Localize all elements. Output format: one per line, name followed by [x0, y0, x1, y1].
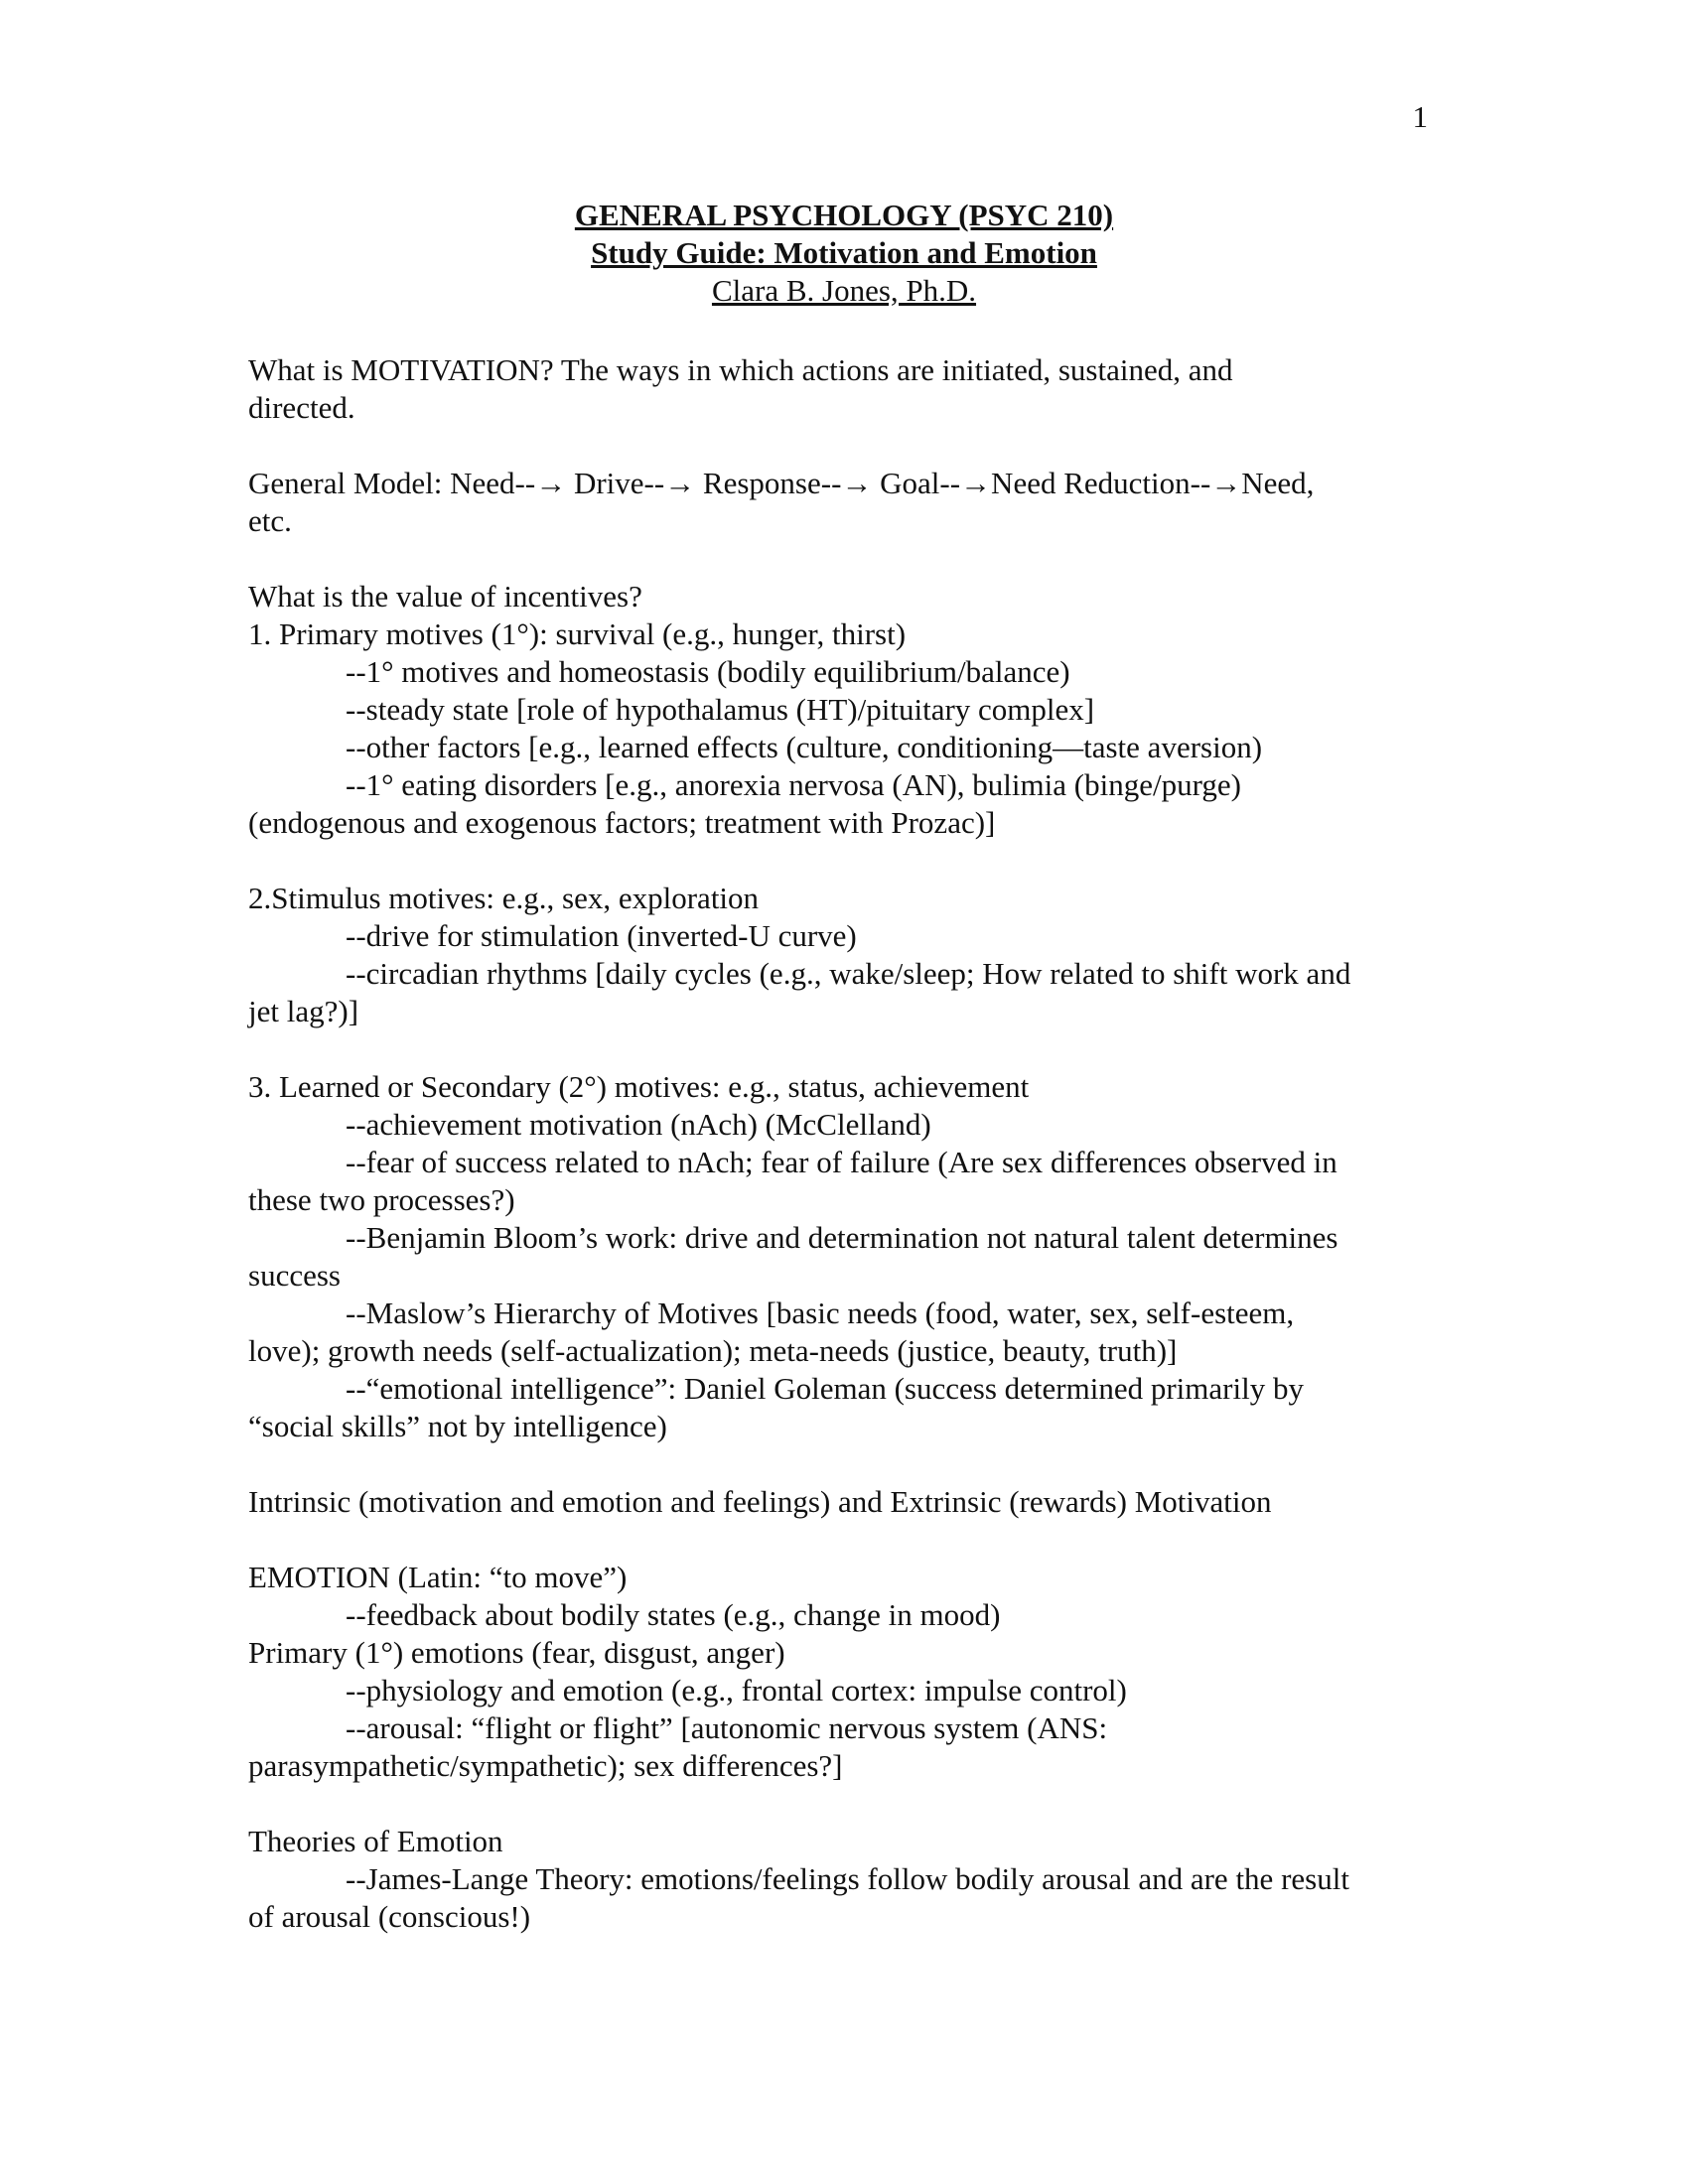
blank-line — [248, 1030, 1440, 1068]
text-line: --fear of success related to nAch; fear of failure (Are sex differences observed in — [346, 1145, 1337, 1179]
text-line: --arousal: “flight or flight” [autonomic nervous system (ANS: — [346, 1710, 1108, 1745]
text-line: jet lag?)] — [248, 994, 359, 1028]
text-line: 3. Learned or Secondary (2°) motives: e.g., status, achievement — [248, 1069, 1030, 1104]
guide-title: Study Guide: Motivation and Emotion — [591, 235, 1097, 270]
course-title-row — [0, 197, 1688, 234]
text-line: What is the value of incentives? — [248, 579, 642, 614]
text-line: “social skills” not by intelligence) — [248, 1409, 667, 1443]
text-line: --“emotional intelligence”: Daniel Goleman (success determined primarily by — [346, 1371, 1304, 1406]
text-line: --steady state [role of hypothalamus (HT)/pituitary complex] — [346, 692, 1095, 727]
text-line: EMOTION (Latin: “to move”) — [248, 1560, 628, 1594]
text-line: love); growth needs (self-actualization); meta-needs (justice, beauty, truth)] — [248, 1333, 1178, 1368]
text-line: directed. — [248, 390, 355, 425]
text-line: --Maslow’s Hierarchy of Motives [basic needs (food, water, sex, self-esteem, — [346, 1296, 1295, 1330]
blank-line — [248, 427, 1440, 465]
text-line: --circadian rhythms [daily cycles (e.g., wake/sleep; How related to shift work and — [346, 956, 1351, 991]
text-line: these two processes?) — [248, 1182, 515, 1217]
text-line: of arousal (conscious!) — [248, 1899, 531, 1934]
text-line: success — [248, 1258, 341, 1293]
blank-line — [248, 842, 1440, 880]
blank-line — [248, 540, 1440, 578]
course-title: GENERAL PSYCHOLOGY (PSYC 210) — [574, 198, 1114, 232]
text-line: (endogenous and exogenous factors; treatment with Prozac)] — [248, 805, 996, 840]
text-line: etc. — [248, 503, 292, 538]
page-number: 1 — [1412, 99, 1428, 134]
text-line: --drive for stimulation (inverted-U curve) — [346, 918, 857, 953]
text-line: 2.Stimulus motives: e.g., sex, exploration — [248, 881, 760, 915]
author-name: Clara B. Jones, Ph.D. — [711, 273, 977, 308]
text-line: parasympathetic/sympathetic); sex differences?] — [248, 1748, 843, 1783]
text-line: 1. Primary motives (1°): survival (e.g., hunger, thirst) — [248, 616, 907, 651]
guide-title-row — [0, 234, 1688, 272]
author-row — [0, 272, 1688, 310]
document-header — [0, 197, 1688, 310]
text-line: --1° motives and homeostasis (bodily equilibrium/balance) — [346, 654, 1070, 689]
text-line: What is MOTIVATION? The ways in which actions are initiated, sustained, and — [248, 352, 1233, 387]
text-line: General Model: Need--→ Drive--→ Response--→ Goal--→Need Reduction--→Need, — [248, 466, 1315, 500]
blank-line — [248, 1445, 1440, 1483]
text-line: Intrinsic (motivation and emotion and feelings) and Extrinsic (rewards) Motivation — [248, 1484, 1272, 1519]
text-line: --physiology and emotion (e.g., frontal cortex: impulse control) — [346, 1673, 1127, 1707]
text-line: --Benjamin Bloom’s work: drive and determination not natural talent determines — [346, 1220, 1338, 1255]
text-line: Primary (1°) emotions (fear, disgust, anger) — [248, 1635, 785, 1670]
text-line: --James-Lange Theory: emotions/feelings follow bodily arousal and are the result — [346, 1861, 1349, 1896]
document-body — [248, 351, 1440, 1936]
blank-line — [248, 1521, 1440, 1559]
text-line: --1° eating disorders [e.g., anorexia nervosa (AN), bulimia (binge/purge) — [346, 767, 1241, 802]
text-line: --achievement motivation (nAch) (McClelland) — [346, 1107, 931, 1142]
text-line: --feedback about bodily states (e.g., change in mood) — [346, 1597, 1001, 1632]
text-line: --other factors [e.g., learned effects (culture, conditioning—taste aversion) — [346, 730, 1263, 764]
blank-line — [248, 1785, 1440, 1823]
text-line: Theories of Emotion — [248, 1824, 503, 1858]
